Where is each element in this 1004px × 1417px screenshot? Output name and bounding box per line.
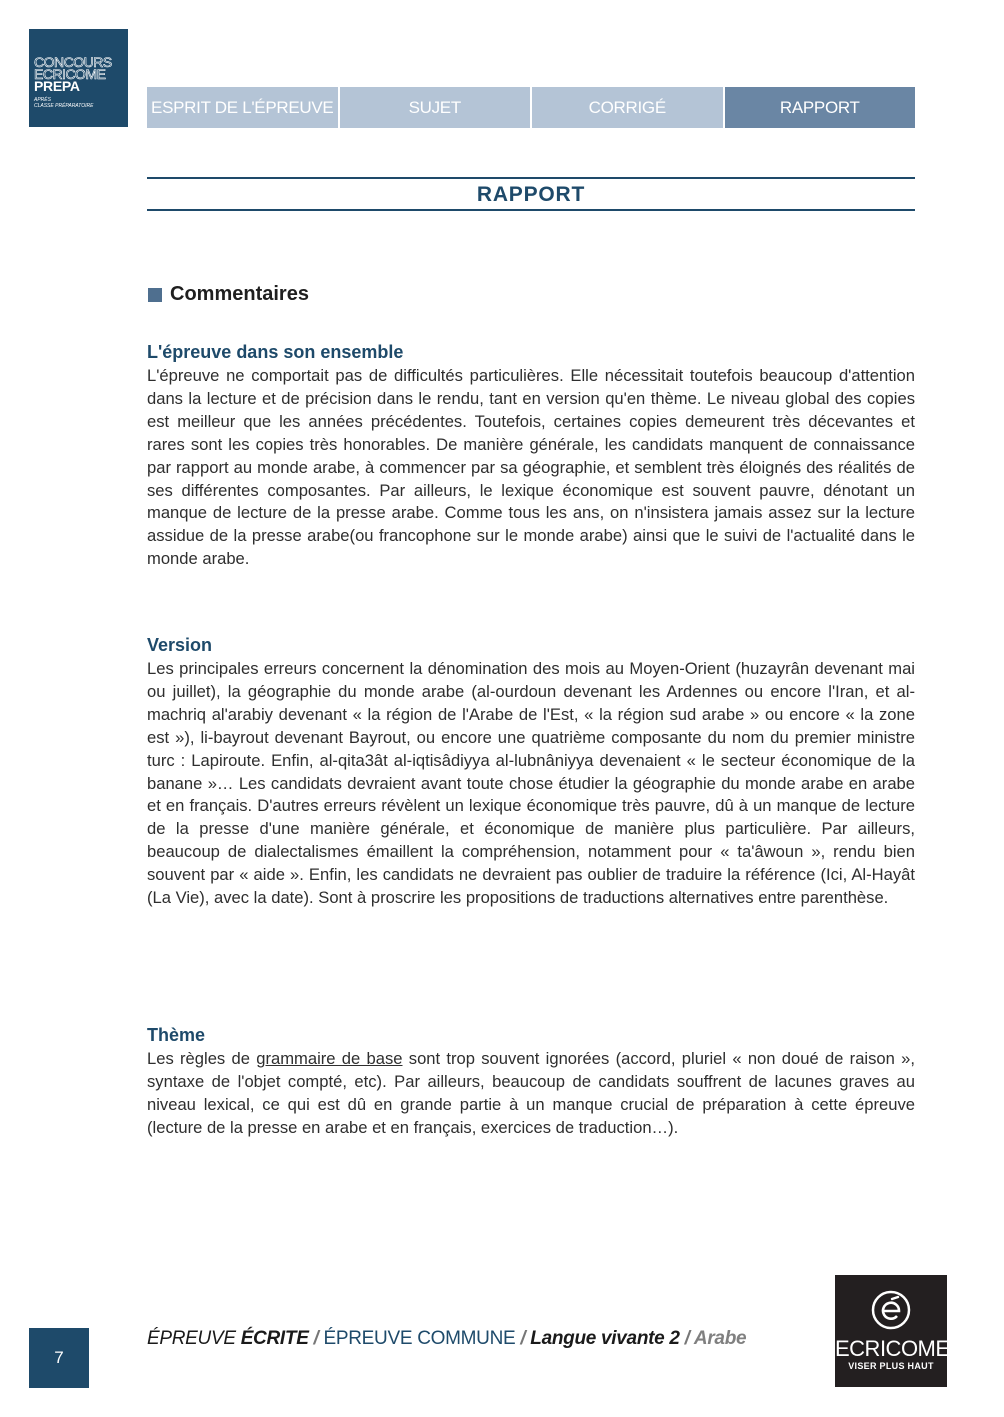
- footer-epreuve: ÉPREUVE: [147, 1328, 241, 1349]
- commentaires-heading: [148, 283, 309, 306]
- page-number: 7: [29, 1328, 89, 1388]
- commentaires-label: Commentaires: [170, 283, 309, 305]
- section-tabs: [147, 87, 915, 128]
- logo-line-apres: APRÈS: [34, 97, 51, 103]
- ecricome-logo: [835, 1275, 950, 1387]
- section-heading-version: Version: [147, 635, 213, 655]
- footer-exam-label: [147, 1326, 746, 1352]
- footer-arabe: Arabe: [693, 1328, 747, 1349]
- section-heading-theme: Thème: [147, 1025, 206, 1045]
- tab-sujet[interactable]: SUJET: [340, 87, 531, 128]
- ecricome-e-icon: [870, 1289, 912, 1331]
- paragraph-version: Les principales erreurs concernent la dénomination des mois au Moyen-Orient (huzayrân devenant mai ou juillet), la géographie du monde arabe (al-ourdoun devenant les Ardennes ou encore l'Iran, et al-machriq al'arabiy devenant « la région de l'Arabe de l'Est, « la région sud arabe » ou encore « la zone est »), li-bayrout devenant Bayrout, ou encore une quatrième composante du nom du premier ministre turc : Lapiroute. Enfin, al-qita3ât al-iqtisâdiyya al-lubnâniyya devenaient « le secteur économique de la banane »… Les candidats devraient avant toute chose étudier la géographie du monde arabe en arabe et en français. D'autres erreurs révèlent un lexique économique très pauvre, dû à un manque de lecture de la presse d'une manière générale, et économique de manière plus particulière. Par ailleurs, beaucoup de dialectalismes émaillent la compréhension, notamment pour « ta'âwoun », rendu bien souvent par « aide ». Enfin, les candidats ne devraient pas oublier de traduire la référence (Ici, Al-Hayât (La Vie), avec la date). Sont à proscrire les propositions de traductions alternatives entre parenthèse.: [147, 659, 915, 908]
- ecricome-logo-name: ECRICOME: [835, 1336, 950, 1361]
- tab-corrige[interactable]: CORRIGÉ: [532, 87, 723, 128]
- footer-separator: /: [515, 1328, 531, 1349]
- logo-line-ecricome: ECRICOME: [34, 66, 106, 82]
- paragraph-ensemble: L'épreuve ne comportait pas de difficultés particulières. Elle nécessitait toutefois beaucoup d'attention dans la lecture et de précision dans le rendu, tant en version qu'en thème. Le niveau global des copies est meilleur que les années précédentes. Toutefois, certaines copies demeurent très décevantes et rares sont les copies très honorables. De manière générale, les candidats manquent de connaissance par rapport au monde arabe, à commencer par sa géographie, et semblent très éloignés des réalités de ses différentes composantes. Par ailleurs, le lexique économique est souvent pauvre, dénotant un manque de lecture de la presse arabe. Comme tous les ans, on n'insistera jamais assez sur la lecture assidue de la presse arabe(ou francophone sur le monde arabe) ainsi que le suivi de l'actualité dans le monde arabe.: [147, 366, 915, 569]
- theme-text-before: Les règles de: [147, 1049, 257, 1068]
- paragraph-theme: [147, 1048, 915, 1140]
- footer-separator: /: [679, 1328, 694, 1349]
- theme-text-underlined: grammaire de base: [256, 1049, 403, 1068]
- theme-text-after: sont trop souvent ignorées (accord, pluriel « non doué de raison », syntaxe de l'objet compté, etc). Par ailleurs, beaucoup de candidats souffrent de lacunes graves au niveau lexical, ce qui est dû en grande partie à un manque crucial de préparation à cette épreuve (lecture de la presse en arabe et en français, exercices de traduction…).: [147, 1049, 915, 1137]
- ecricome-logo-tagline: VISER PLUS HAUT: [848, 1361, 934, 1371]
- footer-langue: Langue vivante 2: [530, 1328, 680, 1349]
- logo-line-prepa: PREPA: [34, 78, 80, 94]
- title-rule-top: [147, 177, 915, 179]
- square-bullet-icon: [148, 288, 162, 302]
- title-rule-bottom: [147, 209, 915, 211]
- footer-separator: /: [308, 1328, 324, 1349]
- footer-epreuve-2: ÉPREUVE: [323, 1328, 418, 1349]
- section-ensemble: [147, 339, 915, 571]
- section-theme: [147, 1022, 915, 1140]
- footer-commune: COMMUNE: [417, 1328, 516, 1349]
- concours-ecricome-prepa-logo: [29, 29, 128, 127]
- logo-line-classe: CLASSE PRÉPARATOIRE: [34, 103, 94, 109]
- page-title: RAPPORT: [476, 183, 586, 206]
- tab-rapport[interactable]: RAPPORT: [725, 87, 916, 128]
- footer-ecrite: ÉCRITE: [240, 1328, 309, 1349]
- logo-line-concours: CONCOURS: [34, 54, 112, 70]
- section-heading-ensemble: L'épreuve dans son ensemble: [147, 342, 404, 362]
- tab-esprit-de-l-epreuve[interactable]: ESPRIT DE L'ÉPREUVE: [147, 87, 338, 128]
- section-version: [147, 632, 915, 910]
